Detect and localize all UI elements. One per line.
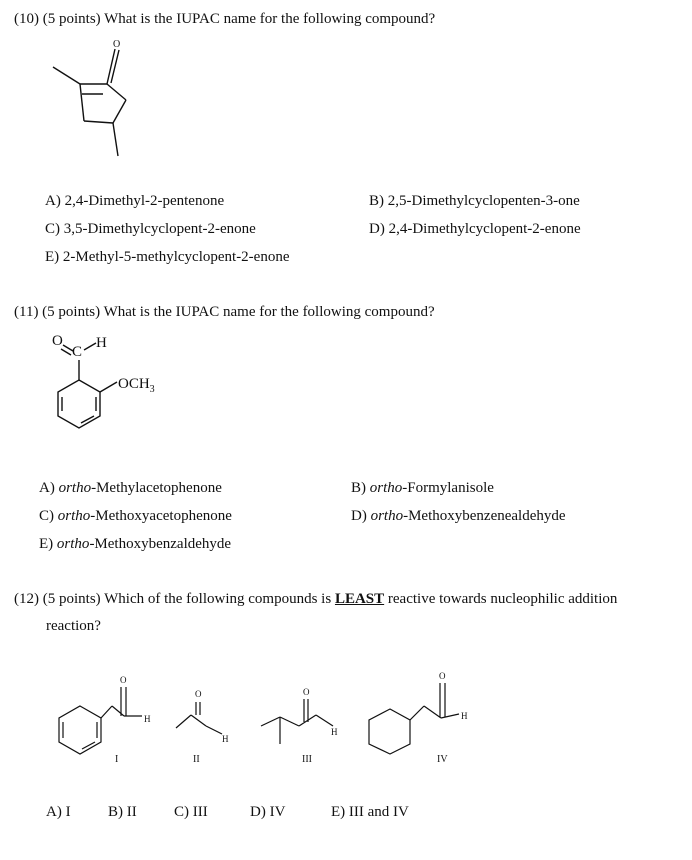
q11-option-e[interactable]: E) ortho-Methoxybenzaldehyde (39, 536, 232, 552)
q11-carbon-atom: C (72, 344, 83, 360)
q11-option-a[interactable]: A) ortho-Methylacetophenone (39, 480, 222, 496)
q11-oxygen-atom: O (52, 333, 63, 349)
q11-option-d[interactable]: D) ortho-Methoxybenzenealdehyde (351, 508, 566, 524)
q12-i-oxygen-atom: O (120, 675, 127, 685)
q12-iii-oxygen-atom: O (303, 687, 310, 697)
q10-option-c[interactable]: C) 3,5-Dimethylcyclopent-2-enone (45, 221, 256, 237)
q11-option-b[interactable]: B) ortho-Formylanisole (351, 480, 494, 496)
q11-header: (11) (5 points) What is the IUPAC name for the following compound? (14, 304, 435, 320)
q12-header: (12) (5 points) Which of the following compounds is LEAST reactive towards nucleophilic addition (14, 591, 618, 607)
q12-label-iv: IV (437, 754, 448, 765)
q12-option-c[interactable]: C) III (174, 804, 208, 820)
q12-label-i: I (115, 754, 119, 765)
q12-iii-hydrogen-atom: H (331, 727, 338, 737)
q10-oxygen-atom: O (113, 39, 121, 50)
q10-option-e[interactable]: E) 2-Methyl-5-methylcyclopent-2-enone (45, 249, 290, 265)
q11-methoxy-group: $OCH_3$ (118, 376, 155, 395)
q12-i-hydrogen-atom: H (144, 714, 151, 724)
q11-hydrogen-atom: H (96, 335, 107, 351)
q12-option-e[interactable]: E) III and IV (331, 804, 409, 820)
q10-option-d[interactable]: D) 2,4-Dimethylcyclopent-2-enone (369, 221, 581, 237)
q12-label-iii: III (302, 754, 312, 765)
q10-header: (10) (5 points) What is the IUPAC name for the following compound? (14, 11, 436, 27)
q12-header-line2: reaction? (46, 618, 101, 634)
q12-iv-oxygen-atom: O (439, 671, 446, 681)
q12-ii-oxygen-atom: O (195, 689, 202, 699)
q12-iv-hydrogen-atom: H (461, 711, 468, 721)
q12-option-d[interactable]: D) IV (250, 804, 286, 820)
q10-option-b[interactable]: B) 2,5-Dimethylcyclopenten-3-one (369, 193, 580, 209)
q12-option-b[interactable]: B) II (108, 804, 137, 820)
q11-option-c[interactable]: C) ortho-Methoxyacetophenone (39, 508, 232, 524)
q12-label-ii: II (193, 754, 200, 765)
q10-option-a[interactable]: A) 2,4-Dimethyl-2-pentenone (45, 193, 225, 209)
q12-ii-hydrogen-atom: H (222, 734, 229, 744)
q12-option-a[interactable]: A) I (46, 804, 71, 820)
